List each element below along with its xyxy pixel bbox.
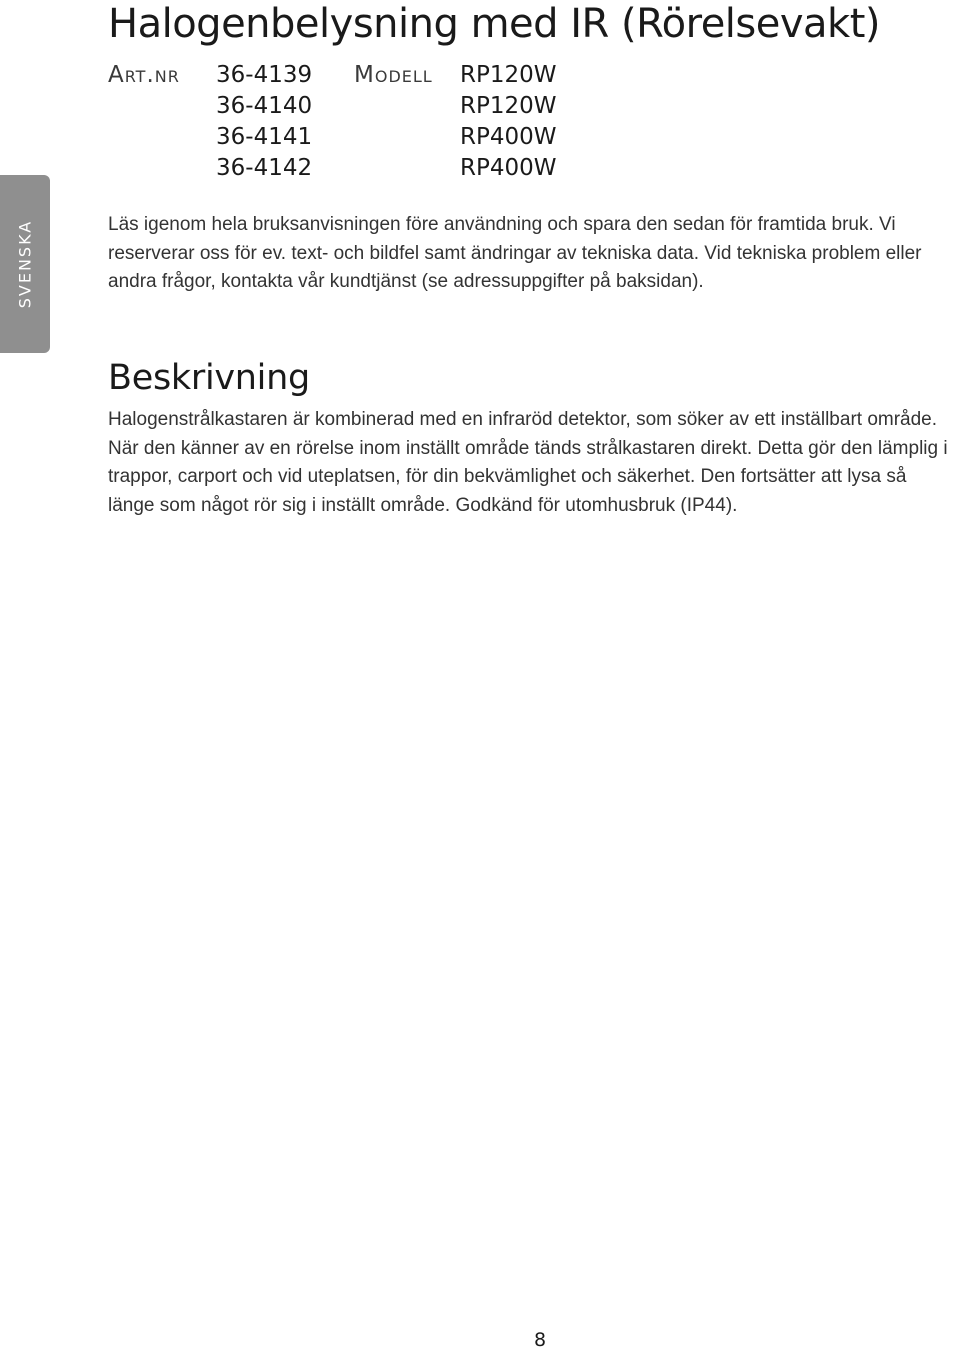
- article-number: 36-4141: [216, 124, 313, 150]
- article-number: 36-4139: [216, 62, 313, 88]
- intro-paragraph: Läs igenom hela bruksanvisningen före användning och spara den sedan för framtida bruk. Vi reserverar oss för ev. text- och bildfel samt ändringar av tekniska data. Vid tekniska problem eller andra frågor, kontakta vår kundtjänst (se adressuppgifter på baksidan).: [108, 214, 922, 292]
- language-tab: [0, 175, 50, 353]
- article-number: 36-4140: [216, 93, 313, 119]
- article-number-label: Art.nr: [108, 62, 180, 88]
- model-value: RP120W: [460, 93, 557, 119]
- description-paragraph: Halogenstrålkastaren är kombinerad med en infraröd detektor, som söker av ett inställbart område. När den känner av en rörelse inom inställt område tänds strålkastaren direkt. Detta gör den lämplig i trappor, carport och vid uteplatsen, för din bekvämlighet och säkerhet. Den fortsätter att lysa så länge som något rör sig i inställt område. Godkänd för utomhusbruk (IP44).: [108, 409, 948, 516]
- language-tab-label: SVENSKA: [15, 219, 35, 309]
- page-number: 8: [533, 1329, 547, 1351]
- model-label: Modell: [354, 62, 433, 88]
- model-value: RP120W: [460, 62, 557, 88]
- model-value: RP400W: [460, 124, 557, 150]
- model-value: RP400W: [460, 155, 557, 181]
- article-number: 36-4142: [216, 155, 313, 181]
- section-heading-description: Beskrivning: [108, 358, 310, 398]
- page-title: Halogenbelysning med IR (Rörelsevakt): [108, 1, 881, 47]
